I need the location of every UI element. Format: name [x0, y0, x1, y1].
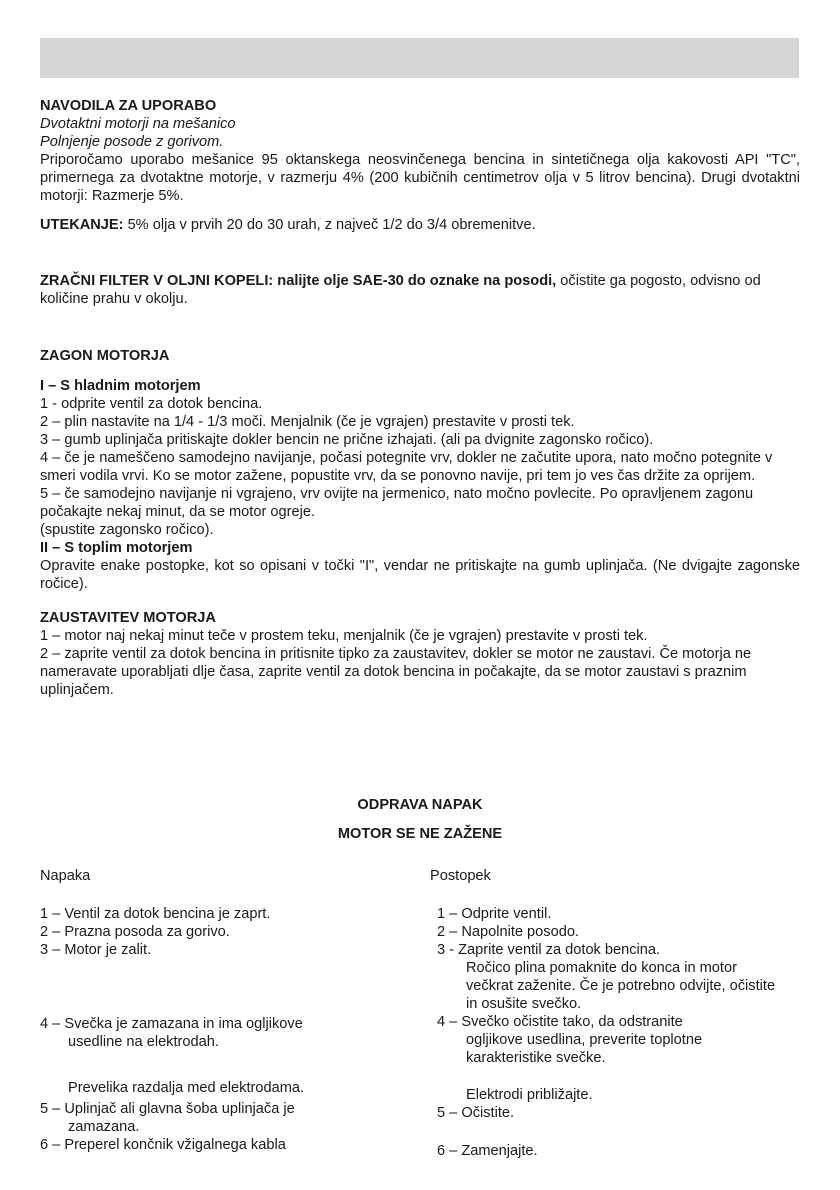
- action-3: 3 - Zaprite ventil za dotok bencina.: [437, 942, 661, 958]
- cold-step-4: 4 – če je nameščeno samodejno navijanje, počasi potegnite vrv, dokler ne začutite upora, nato močno potegnite v smeri vodila vrvi. Ko se motor zažene, popustite vrv, da se ponovno navije, pri tem jo ves čas držite za oprijem.: [40, 450, 773, 484]
- filter-label: ZRAČNI FILTER V OLJNI KOPELI: nalijte olje SAE-30 do oznake na posodi,: [40, 273, 557, 289]
- action-4: 4 – Svečko očistite tako, da odstranite: [437, 1014, 683, 1030]
- troubleshooting-title: ODPRAVA NAPAK: [357, 797, 483, 813]
- fault-3: 3 – Motor je zalit.: [40, 942, 152, 958]
- cold-step-2: 2 – plin nastavite na 1/4 - 1/3 moči. Menjalnik (če je vgrajen) prestavite v prosti tek.: [40, 414, 575, 430]
- cold-start-title: I – S hladnim motorjem: [40, 378, 201, 394]
- fault-2: 2 – Prazna posoda za gorivo.: [40, 924, 230, 940]
- header-bar: [40, 38, 799, 78]
- main-content: [40, 97, 800, 699]
- fault-4: 4 – Svečka je zamazana in ima ogljikove: [40, 1016, 303, 1032]
- utekanje-paragraph: [40, 216, 800, 234]
- subtitle-fuel: Polnjenje posode z gorivom.: [40, 134, 224, 150]
- stop-step-2: 2 – zaprite ventil za dotok bencina in pritisnite tipko za zaustavitev, dokler se motor ne zaustavi. Če motorja ne nameravate uporabljati dlje časa, zaprite ventil za dotok bencina in počakajte, da se motor zaustavi s praznim uplinjačem.: [40, 646, 752, 698]
- zaustavitev-title: ZAUSTAVITEV MOTORJA: [40, 610, 216, 626]
- fault-5: 5 – Uplinjač ali glavna šoba uplinjača je: [40, 1101, 295, 1117]
- troubleshooting-subtitle: MOTOR SE NE ZAŽENE: [337, 826, 503, 842]
- doc-title: NAVODILA ZA UPORABO: [40, 98, 217, 114]
- cold-step-5: 5 – če samodejno navijanje ni vgrajeno, vrv ovijte na jermenico, nato močno povlecite. Po opravljenem zagonu počakajte nekaj minut, da se motor ogreje.: [40, 486, 754, 520]
- warm-start-title: II – S toplim motorjem: [40, 540, 193, 556]
- fault-1: 1 – Ventil za dotok bencina je zaprt.: [40, 906, 271, 922]
- filter-text: očistite ga pogosto, odvisno od količine prahu v okolju.: [40, 273, 761, 307]
- action-2: 2 – Napolnite posodo.: [437, 924, 579, 940]
- subtitle-engines: Dvotaktni motorji na mešanico: [40, 116, 236, 132]
- utekanje-text: 5% olja v prvih 20 do 30 urah, z največ 1/2 do 3/4 obremenitve.: [123, 217, 536, 233]
- action-1: 1 – Odprite ventil.: [437, 906, 552, 922]
- action-5: 5 – Očistite.: [437, 1105, 515, 1121]
- cold-step-1: 1 - odprite ventil za dotok bencina.: [40, 396, 263, 412]
- action-3-cont: Ročico plina pomaknite do konca in motor večkrat zaženite. Če je potrebno odvijte, očistite in osušite svečko.: [466, 960, 776, 1012]
- action-column-header: Postopek: [430, 868, 491, 884]
- utekanje-label: UTEKANJE:: [40, 217, 124, 233]
- fault-4-extra: Prevelika razdalja med elektrodama.: [68, 1080, 305, 1096]
- cold-step-6: (spustite zagonsko ročico).: [40, 522, 214, 538]
- fault-column-header: Napaka: [40, 868, 91, 884]
- intro-paragraph: Priporočamo uporabo mešanice 95 oktanskega neosvinčenega bencina in sintetičnega olja kakovosti API "TC", primernega za dvotaktne motorje, v razmerju 4% (200 kubičnih centimetrov olja v 5 litrov bencina). Drugi dvotaktni motorji: Razmerje 5%.: [40, 152, 800, 204]
- action-4-cont: ogljikove usedlina, preverite toplotne karakteristike svečke.: [466, 1032, 703, 1066]
- action-4-extra: Elektrodi približajte.: [466, 1087, 593, 1103]
- fault-5-cont: zamazana.: [68, 1119, 140, 1135]
- fault-4-cont: usedline na elektrodah.: [68, 1034, 219, 1050]
- zagon-title: ZAGON MOTORJA: [40, 348, 170, 364]
- fault-6: 6 – Preperel končnik vžigalnega kabla: [40, 1137, 286, 1153]
- action-6: 6 – Zamenjajte.: [437, 1143, 538, 1159]
- warm-start-text: Opravite enake postopke, kot so opisani v točki "I", vendar ne pritiskajte na gumb uplinjača. (Ne dvigajte zagonske ročice).: [40, 558, 800, 592]
- filter-paragraph: [40, 272, 800, 308]
- cold-step-3: 3 – gumb uplinjača pritiskajte dokler bencin ne prične izhajati. (ali pa dvignite zagonsko ročico).: [40, 432, 654, 448]
- stop-step-1: 1 – motor naj nekaj minut teče v prostem teku, menjalnik (če je vgrajen) prestavite v prosti tek.: [40, 628, 648, 644]
